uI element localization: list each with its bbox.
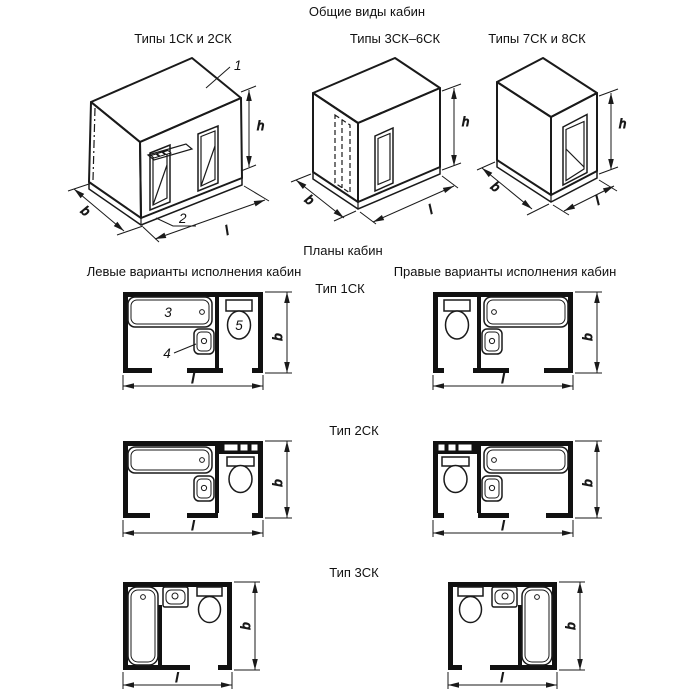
centerline (93, 108, 95, 180)
dimension-b (234, 582, 260, 670)
callout-2 (156, 211, 196, 226)
dim-h-label: h (619, 116, 627, 131)
dim-b-label: b (270, 333, 285, 341)
dim-h-label: h (462, 114, 470, 129)
left-face (497, 82, 551, 195)
plan-interior (123, 441, 263, 518)
mirrored-interior (433, 441, 573, 518)
callout-washbasin (163, 344, 196, 361)
dim-h-label: h (257, 118, 265, 133)
dim-b-label: b (563, 622, 578, 630)
dimension-b (265, 292, 292, 373)
dimension-l (433, 371, 573, 390)
view3-label: Типы 7СК и 8СК (488, 31, 586, 46)
callout-1-number: 1 (234, 58, 242, 73)
washbasin (194, 329, 214, 354)
plan-type2-right (420, 438, 615, 550)
plan-type3-right (435, 575, 630, 700)
dimension-l (123, 371, 263, 390)
dimension-l (123, 518, 263, 537)
isometric-view-types-1sk-2sk (55, 55, 290, 247)
base-plinth (89, 178, 242, 225)
plan-type1-label: Тип 1СК (315, 281, 365, 296)
dim-b-label: b (238, 622, 253, 630)
dim-b-label: b (78, 202, 94, 219)
dim-l-label: l (191, 518, 195, 533)
dimension-b (559, 582, 585, 670)
door-opening (375, 128, 393, 191)
dimension-b (291, 174, 356, 221)
dim-b-label: b (580, 333, 595, 341)
roof-face (497, 58, 597, 117)
plan-type1-right (420, 288, 615, 400)
view2-label: Типы 3СК–6СК (349, 31, 441, 46)
isometric-view-types-7sk-8sk (475, 55, 665, 237)
svg-text:4: 4 (163, 346, 171, 361)
dim-l-label: l (501, 518, 505, 533)
dimension-l (143, 186, 269, 242)
bathtub (128, 447, 212, 473)
bathtub (128, 587, 158, 665)
dimension-h (442, 84, 469, 170)
right-variants-header: Правые варианты исполнения кабин (393, 264, 617, 279)
dimension-l (123, 670, 232, 689)
dim-b-label: b (270, 479, 285, 487)
dimension-h (599, 89, 626, 174)
view1-label: Типы 1СК и 2СК (134, 31, 232, 46)
plans-title: Планы кабин (303, 243, 383, 258)
toilet (227, 457, 254, 493)
isometric-view-types-3sk-6sk (285, 55, 475, 237)
dimension-b (575, 292, 602, 373)
mirrored-interior (433, 292, 573, 373)
plan-type1-left (110, 288, 305, 400)
callout-2-number: 2 (179, 211, 187, 226)
callout-toilet: 5 (235, 318, 243, 333)
toilet (197, 587, 222, 623)
cabin-box (89, 58, 242, 225)
plan-type2-label: Тип 2СК (329, 423, 379, 438)
dimension-l (448, 670, 557, 689)
dim-b-label: b (488, 178, 504, 195)
plan-interior (123, 582, 232, 670)
base-plinth (497, 160, 597, 202)
roof-face (313, 58, 440, 123)
base-plinth (313, 167, 440, 209)
dimension-l (433, 518, 573, 537)
washbasin (163, 587, 188, 607)
dim-l-label: l (191, 371, 195, 386)
dim-l-label: l (501, 371, 505, 386)
dim-l-label: l (175, 670, 179, 685)
door-opening-2 (198, 126, 218, 191)
dim-l-label: l (222, 222, 231, 238)
dimension-b (575, 441, 602, 518)
vent-block (224, 444, 258, 451)
left-variants-header: Левые варианты исполнения кабин (86, 264, 302, 279)
plan-type3-left (110, 575, 305, 700)
dimension-h (241, 86, 264, 171)
dim-b-label: b (580, 479, 595, 487)
dimension-b (265, 441, 292, 518)
dim-l-label: l (426, 201, 435, 217)
dimension-b (68, 183, 143, 235)
dim-l-label: l (592, 192, 602, 208)
dim-l-label: l (500, 670, 504, 685)
plan-type2-left (110, 438, 305, 550)
mirrored-interior (448, 582, 557, 670)
left-face (89, 102, 141, 218)
plan-type3-label: Тип 3СК (329, 565, 379, 580)
door-opening (563, 115, 587, 186)
dim-b-label: b (302, 191, 318, 208)
cabin-box (313, 58, 440, 209)
cabin-box (497, 58, 597, 202)
hidden-door-dashed (335, 115, 350, 193)
right-face (358, 88, 440, 202)
page-title: Общие виды кабин (308, 4, 426, 19)
washbasin (194, 476, 214, 501)
callout-bathtub: 3 (164, 305, 172, 320)
